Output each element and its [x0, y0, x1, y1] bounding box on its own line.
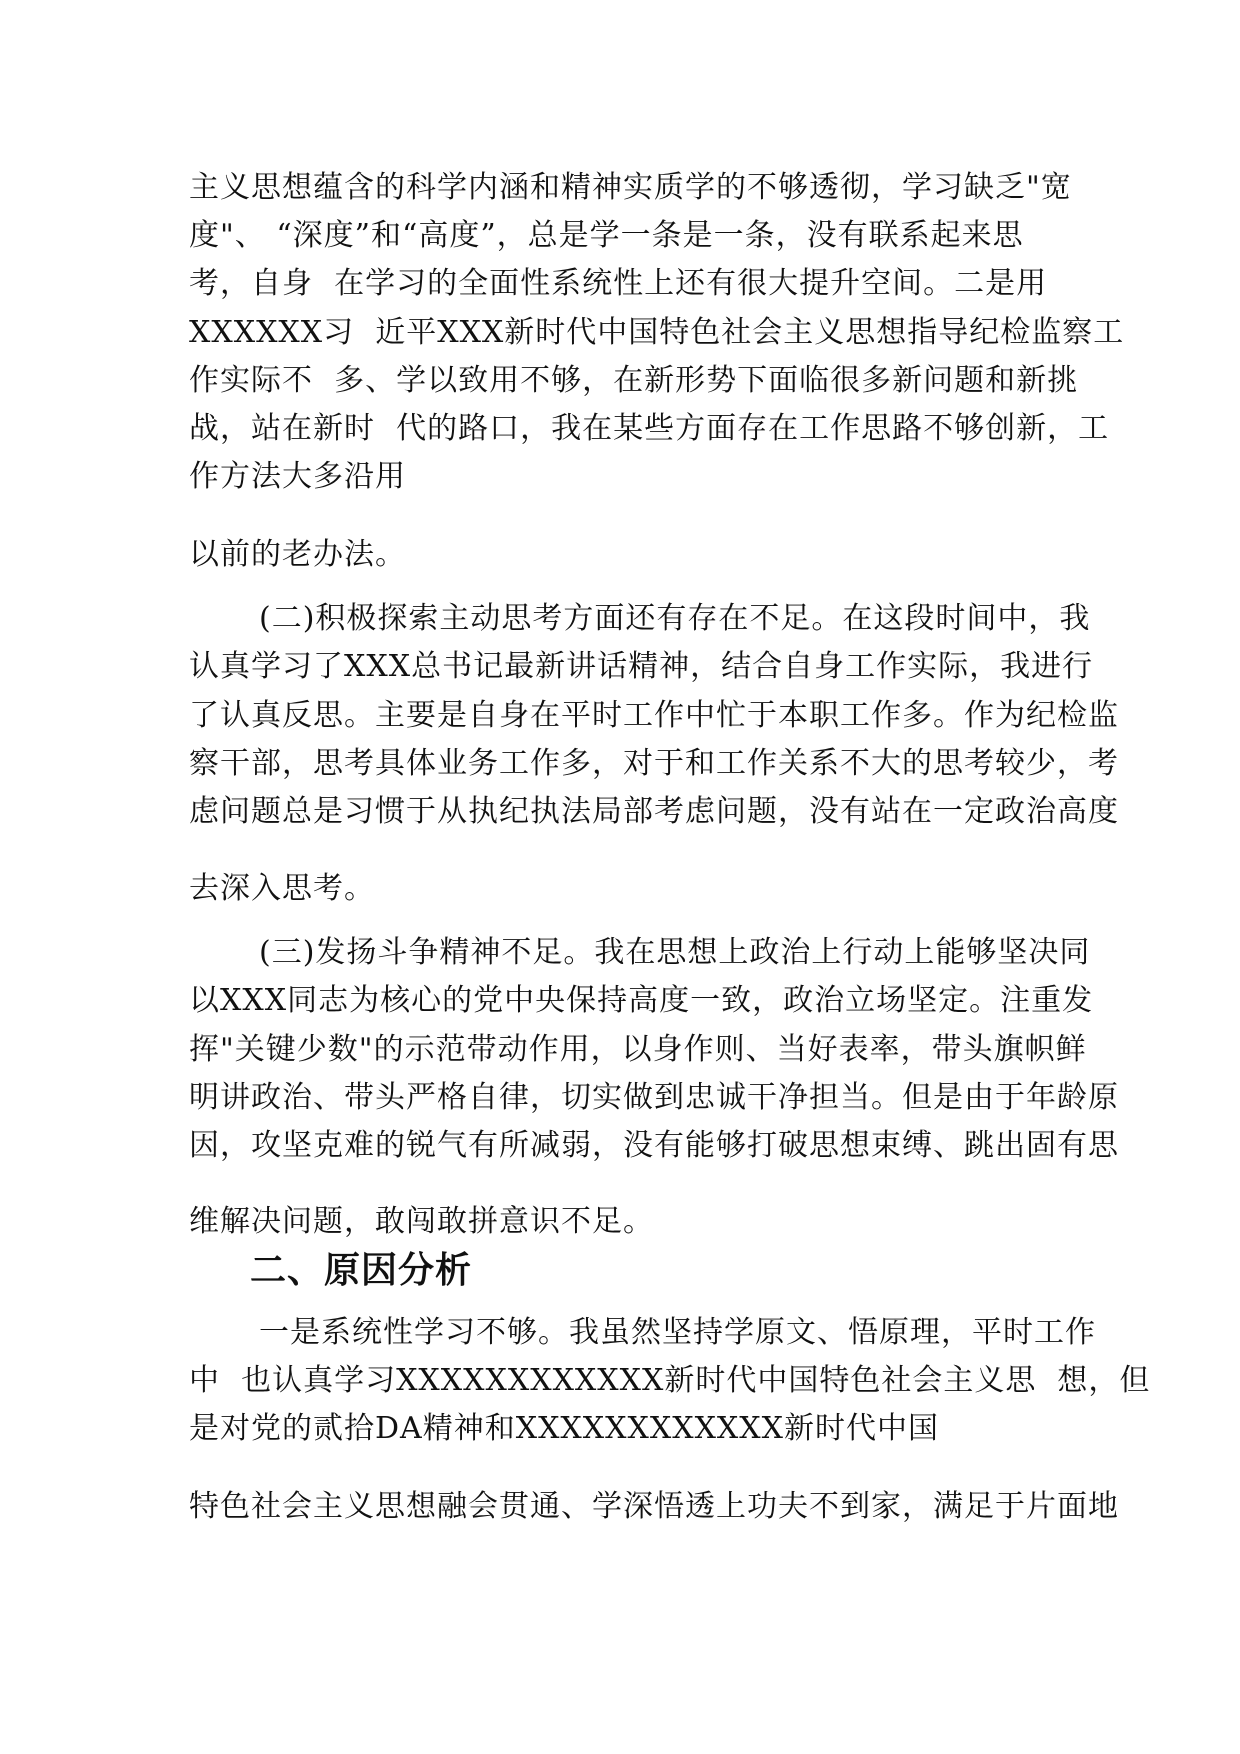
body-text-line: 作实际不 多、学以致用不够，在新形势下面临很多新问题和新挑 — [189, 363, 1079, 398]
body-text-line: 去深入思考。 — [189, 871, 375, 906]
body-text-line: 战，站在新时 代的路口，我在某些方面存在工作思路不够创新，工 — [189, 411, 1110, 446]
body-text-line: 挥"关键少数"的示范带动作用，以身作则、当好表率，带头旗帜鲜 — [189, 1032, 1087, 1067]
section-heading: 二、原因分析 — [250, 1250, 473, 1291]
body-text-line: 考，自身 在学习的全面性系统性上还有很大提升空间。二是用 — [189, 266, 1048, 301]
body-text-line: 察干部，思考具体业务工作多，对于和工作关系不大的思考较少，考 — [189, 746, 1119, 781]
body-text-line: 虑问题总是习惯于从执纪执法局部考虑问题，没有站在一定政治高度 — [189, 794, 1119, 829]
body-text-line: 中 也认真学习XXXXXXXXXXXX新时代中国特色社会主义思 想，但 — [189, 1363, 1151, 1398]
body-text-line: 主义思想蕴含的科学内涵和精神实质学的不够透彻，学习缺乏"宽 — [189, 170, 1072, 205]
body-text-line: 以XXX同志为核心的党中央保持高度一致，政治立场坚定。注重发 — [189, 983, 1094, 1018]
paragraph-first-line: (三)发扬斗争精神不足。我在思想上政治上行动上能够坚决同 — [259, 935, 1091, 970]
body-text-line: 维解决问题，敢闯敢拼意识不足。 — [189, 1204, 654, 1239]
body-text-line: 认真学习了XXX总书记最新讲话精神，结合自身工作实际，我进行 — [189, 649, 1094, 684]
body-text-line: XXXXXX习 近平XXX新时代中国特色社会主义思想指导纪检监察工 — [189, 315, 1125, 350]
body-text-line: 了认真反思。主要是自身在平时工作中忙于本职工作多。作为纪检监 — [189, 698, 1119, 733]
paragraph-first-line: 一是系统性学习不够。我虽然坚持学原文、悟原理，平时工作 — [259, 1315, 1096, 1350]
body-text-line: 以前的老办法。 — [189, 537, 406, 572]
paragraph-first-line: (二)积极探索主动思考方面还有存在不足。在这段时间中，我 — [259, 601, 1091, 636]
body-text-line: 是对党的贰拾DA精神和XXXXXXXXXXXX新时代中国 — [189, 1411, 940, 1446]
body-text-line: 因，攻坚克难的锐气有所减弱，没有能够打破思想束缚、跳出固有思 — [189, 1128, 1119, 1163]
body-text-line: 明讲政治、带头严格自律，切实做到忠诚干净担当。但是由于年龄原 — [189, 1080, 1119, 1115]
body-text-line: 特色社会主义思想融会贯通、学深悟透上功夫不到家，满足于片面地 — [189, 1489, 1119, 1524]
body-text-line: 作方法大多沿用 — [189, 459, 406, 494]
body-text-line: 度"、 “深度”和“高度”，总是学一条是一条，没有联系起来思 — [189, 218, 1024, 253]
